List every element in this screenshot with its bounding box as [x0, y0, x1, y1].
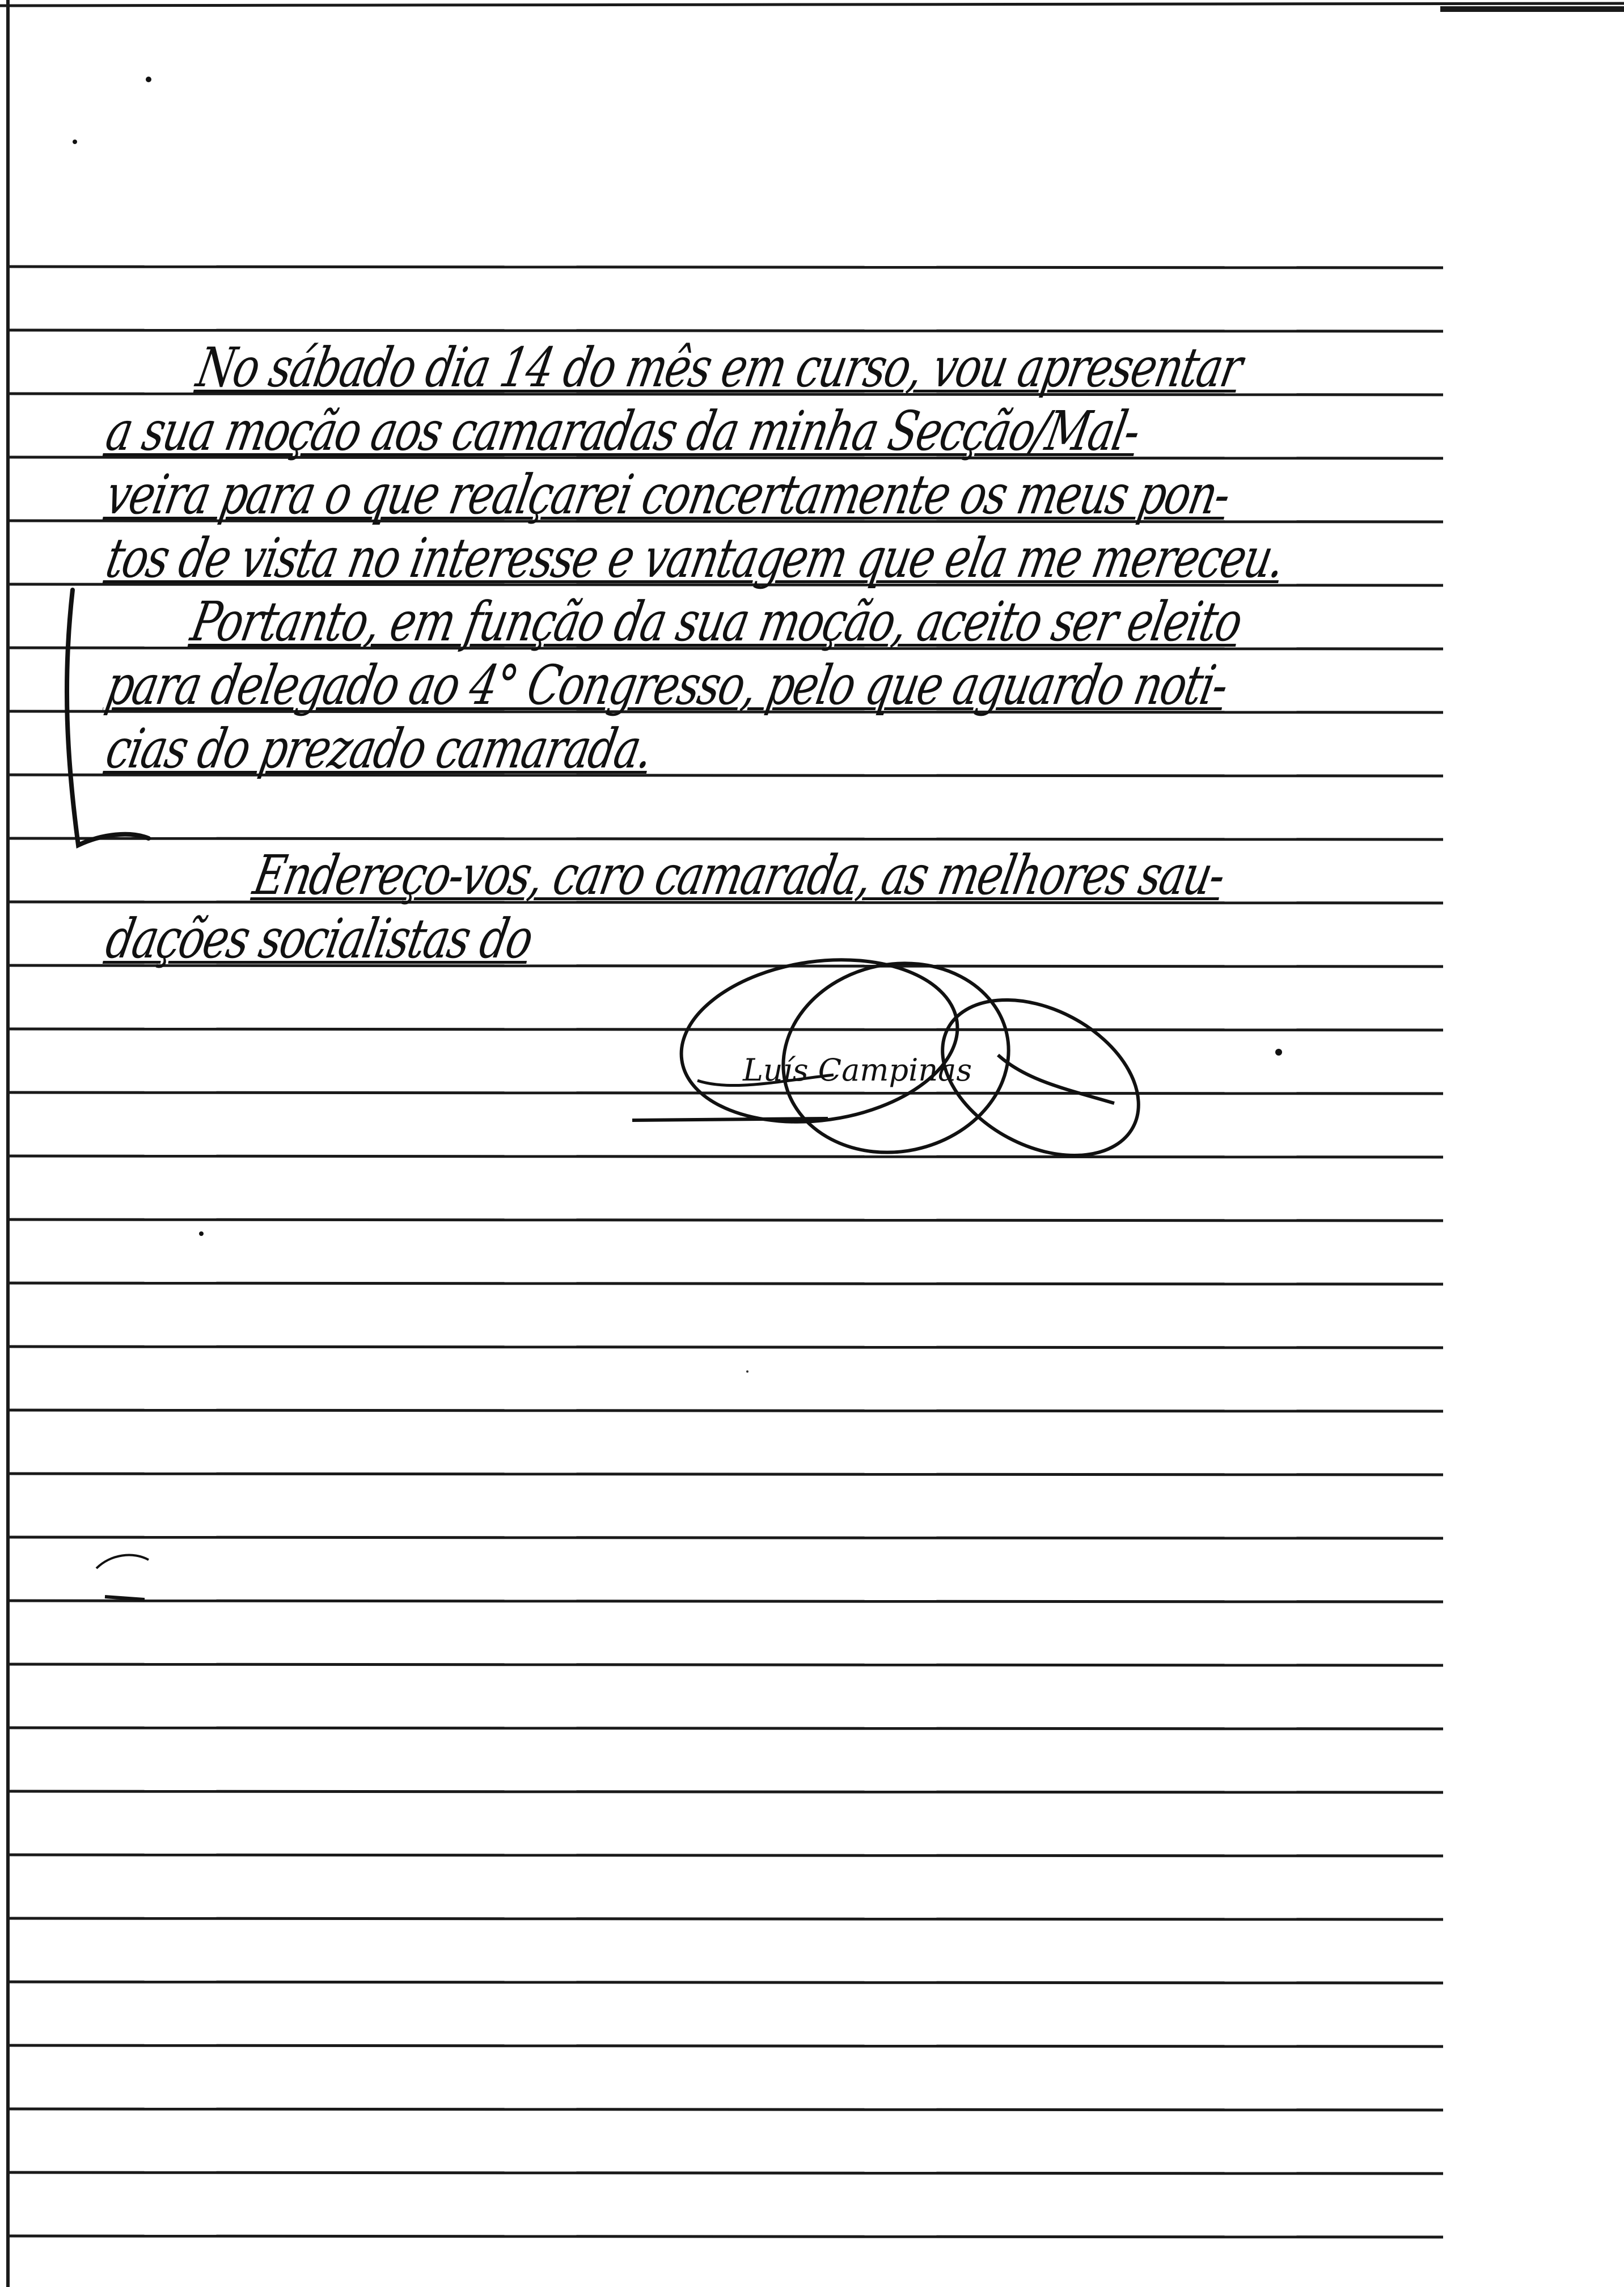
ruled-line — [8, 1601, 1443, 1602]
ruled-line — [8, 330, 1443, 331]
ruled-line — [8, 2172, 1443, 2174]
ruled-line — [8, 1347, 1443, 1348]
ruled-line — [8, 1410, 1443, 1411]
ruled-line — [8, 1220, 1443, 1221]
letter-line: para delegado ao 4° Congresso, pelo que aguardo noti- — [101, 653, 1233, 717]
letter-line: tos de vista no interesse e vantagem que ela me mereceu. — [101, 526, 1289, 590]
ruled-line — [8, 1156, 1443, 1157]
svg-text:Luís Campinas: Luís Campinas — [743, 1052, 972, 1088]
ruled-line — [8, 1982, 1443, 1983]
ruled-line — [8, 1474, 1443, 1475]
ruled-line — [8, 2045, 1443, 2047]
letter-line: cias do prezado camarada. — [101, 717, 658, 780]
letter-line: Endereço-vos, caro camarada, as melhores sau- — [248, 843, 1230, 907]
ruled-line — [8, 1728, 1443, 1729]
ruled-line — [8, 838, 1443, 839]
signature-flourish — [632, 943, 1165, 1187]
letter-line: a sua moção aos camaradas da minha Secção/Mal- — [101, 399, 1145, 463]
ruled-line — [8, 1092, 1443, 1094]
ruled-line — [8, 1918, 1443, 1919]
ruled-line — [8, 1283, 1443, 1284]
letter-line: dações socialistas do — [101, 907, 538, 971]
letter-line: No sábado dia 14 do mês em curso, vou apresentar — [192, 336, 1247, 399]
ruled-line — [8, 1664, 1443, 1665]
ruled-line — [8, 2236, 1443, 2237]
ruled-line — [8, 1791, 1443, 1792]
ruled-line — [8, 1537, 1443, 1538]
ruled-line — [8, 1029, 1443, 1030]
ruled-line — [8, 1855, 1443, 1856]
ruled-line — [8, 267, 1443, 268]
letter-line: veira para o que realçarei concertamente os meus pon- — [101, 463, 1235, 526]
ruled-line — [8, 2109, 1443, 2110]
letter-line: Portanto, em função da sua moção, aceito ser eleito — [186, 590, 1247, 653]
